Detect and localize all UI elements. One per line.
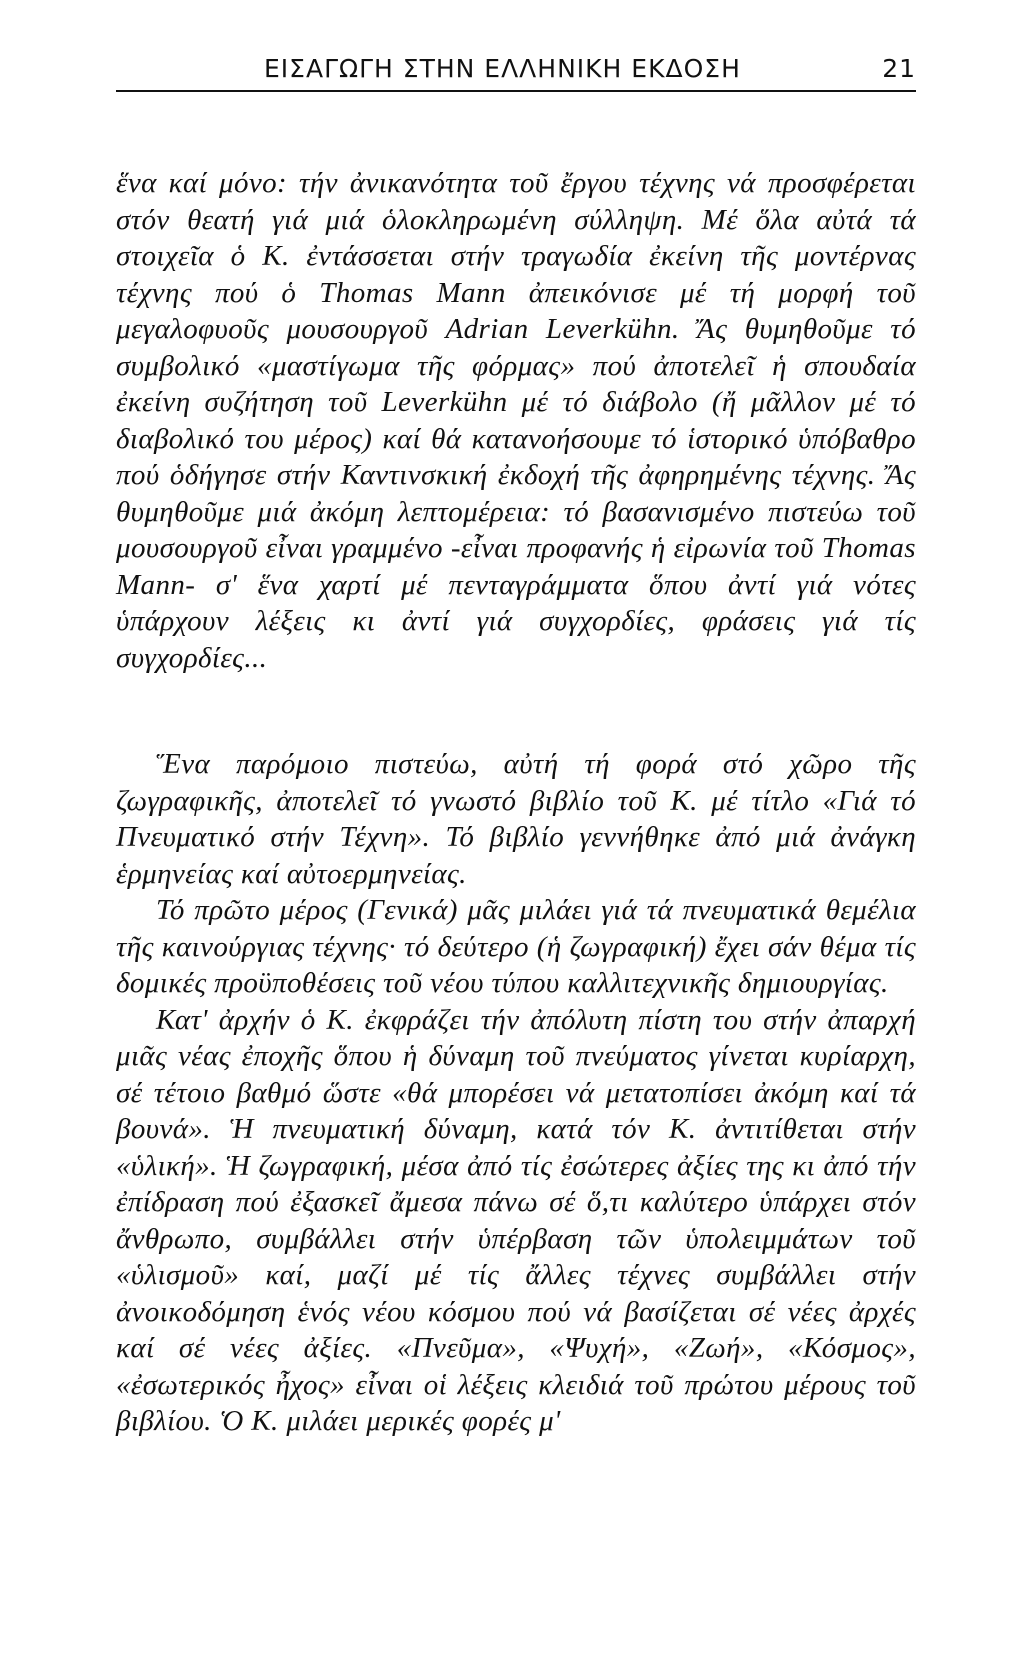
running-head [116,50,916,92]
paragraph: Ἕνα παρόμοιο πιστεύω, αὐτή τή φορά στό χῶρο τῆς ζωγραφικῆς, ἀποτελεῖ τό γνωστό βιβλίο τοῦ Κ. μέ τίτλο «Γιά τό Πνευματικό στήν Τέχνη». Τό βιβλίο γεννήθηκε ἀπό μιά ἀνάγκη ἑρμηνείας καί αὐτοερμηνείας. [116,748,916,890]
running-title: ΕΙΣΑΓΩΓΗ ΣΤΗΝ ΕΛΛΗΝΙΚΗ ΕΚΔΟΣΗ [264,54,741,83]
paragraph: Κατ' ἀρχήν ὁ Κ. ἐκφράζει τήν ἀπόλυτη πίστη του στήν ἀπαρχή μιᾶς νέας ἐποχῆς ὅπου ἡ δύναμη τοῦ πνεύματος γίνεται κυρίαρχη, σέ τέτοιο βαθμό ὥστε «θά μπορέσει νά μετατοπίσει ἀκόμη καί τά βουνά». Ἡ πνευματική δύναμη, κατά τόν Κ. ἀντιτίθεται στήν «ὑλική». Ἡ ζωγραφική, μέσα ἀπό τίς ἐσώτερες ἀξίες της κι ἀπό τήν ἐπίδραση πού ἐξασκεῖ ἄμεσα πάνω σέ ὅ,τι καλύτερο ὑπάρχει στόν ἄνθρωπο, συμβάλλει στήν ὑπέρβαση τῶν ὑπολειμμάτων τοῦ «ὑλισμοῦ» καί, μαζί μέ τίς ἄλλες τέχνες συμβάλλει στήν ἀνοικοδόμηση ἑνός νέου κόσμου πού νά βασίζεται σέ νέες ἀρχές καί σέ νέες ἀξίες. «Πνεῦμα», «Ψυχή», «Ζωή», «Κόσμος», «ἐσωτερικός ἦχος» εἶναι οἱ λέξεις κλειδιά τοῦ πρώτου μέρους τοῦ βιβλίου. Ὁ Κ. μιλάει μερικές φορές μ' [116,1003,916,1437]
page-number: 21 [882,54,916,83]
paragraph: ἕνα καί μόνο: τήν ἀνικανότητα τοῦ ἔργου τέχνης νά προσφέρεται στόν θεατή γιά μιά ὁλοκληρωμένη σύλληψη. Μέ ὅλα αὐτά τά στοιχεῖα ὁ Κ. ἐντάσσεται στήν τραγωδία ἐκείνη τῆς μοντέρνας τέχνης πού ὁ Thomas Mann ἀπεικόνισε μέ τή μορφή τοῦ μεγαλοφυοῦς μουσουργοῦ Adrian Leverkühn. Ἄς θυμηθοῦμε τό συμβολικό «μαστίγωμα τῆς φόρμας» πού ἀποτελεῖ ἡ σπουδαία ἐκείνη συζήτηση τοῦ Leverkühn μέ τό διάβολο (ἤ μᾶλλον μέ τό διαβολικό του μέρος) καί θά κατανοήσουμε τό ἱστορικό ὑπόβαθρο πού ὁδήγησε στήν Καντινσκική ἐκδοχή τῆς ἀφηρημένης τέχνης. Ἄς θυμηθοῦμε μιά ἀκόμη λεπτομέρεια: τό βασανισμένο πιστεύω τοῦ μουσουργοῦ εἶναι γραμμένο -εἶναι προφανής ἡ εἰρωνία τοῦ Thomas Mann- σ' ἕνα χαρτί μέ πενταγράμματα ὅπου ἀντί γιά νότες ὑπάρχουν λέξεις κι ἀντί γιά συγχορδίες, φράσεις γιά τίς συγχορδίες... [116,167,916,674]
body-text [116,165,916,1440]
paragraph: Τό πρῶτο μέρος (Γενικά) μᾶς μιλάει γιά τά πνευματικά θεμέλια τῆς καινούργιας τέχνης· τό δεύτερο (ἡ ζωγραφική) ἔχει σάν θέμα τίς δομικές προϋποθέσεις τοῦ νέου τύπου καλλιτεχνικῆς δημιουργίας. [116,894,916,999]
